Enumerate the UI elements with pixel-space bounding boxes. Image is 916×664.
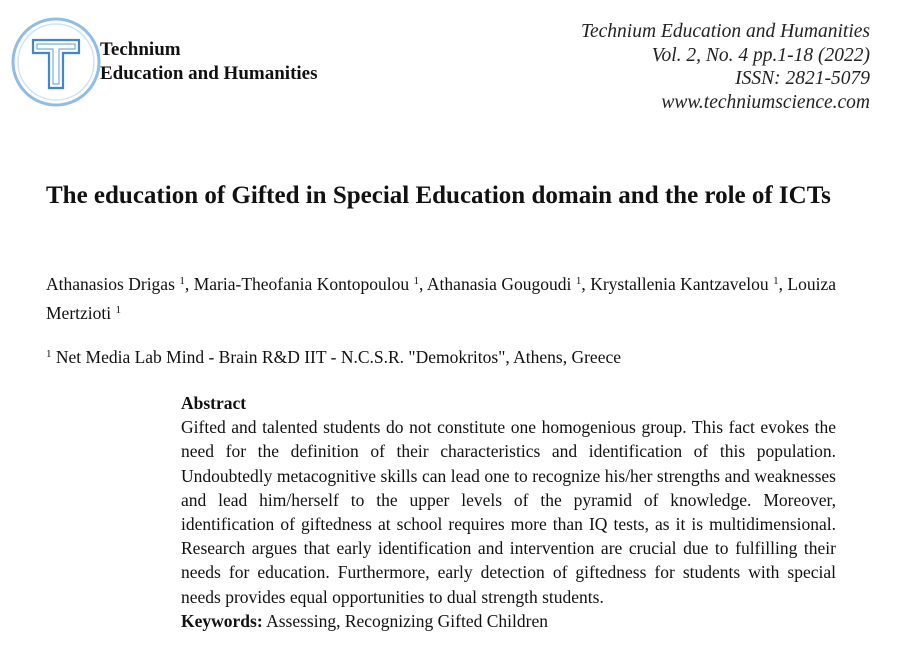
keywords — [181, 609, 836, 633]
author-affiliation-mark: 1 — [179, 275, 185, 287]
keywords-text: Assessing, Recognizing Gifted Children — [266, 610, 548, 631]
author-list: Athanasios Drigas $^1$, Maria-Theofania Kontopoulou $^1$, Athanasia Gougoudi $^1$, Krystallenia Kantzavelou $^1$, Louiza Mertzioti $^1$ — [46, 274, 837, 323]
t-letter-icon — [33, 40, 79, 88]
paper-title: The education of Gifted in Special Education domain and the role of ICTs — [46, 182, 831, 209]
brand-name — [100, 38, 318, 86]
brand-line-2: Education and Humanities — [100, 63, 318, 84]
author: Krystallenia Kantzavelou — [590, 274, 769, 294]
abstract-heading: Abstract — [181, 393, 247, 413]
journal-website[interactable]: www.techniumscience.com — [661, 91, 870, 113]
journal-volume: Vol. 2, No. 4 pp.1-18 (2022) — [651, 44, 870, 66]
brand-line-1: Technium — [100, 39, 181, 60]
journal-name: Technium Education and Humanities — [580, 21, 870, 42]
author-affiliation-mark: 1 — [413, 275, 420, 287]
author: Louiza Mertzioti — [46, 274, 837, 323]
technium-logo — [10, 16, 102, 108]
author-affiliation-mark: 1 — [773, 275, 779, 287]
author: Athanasios Drigas — [46, 274, 175, 294]
affiliation-number: 1 — [46, 348, 52, 360]
abstract-section — [181, 391, 836, 633]
journal-info — [581, 20, 870, 114]
affiliation-text: Net Media Lab Mind - Brain R&D IIT - N.C.S.R. "Demokritos", Athens, Greece — [55, 347, 621, 367]
author-affiliation-mark: 1 — [575, 275, 582, 287]
abstract-body: Gifted and talented students do not constitute one homogenious group. This fact evokes the need for the definition of their characteristics and identification of this population. Undoubtedly metacognitive skills can lead one to recognize his/her strengths and weaknesses and lead him/herself to the upper levels of the pyramid of knowledge. Moreover, identification of giftedness at school requires more than IQ tests, as it is multidimensional. Research argues that early identification and intervention are crucial due to fulfilling their needs for education. Furthermore, early detection of giftedness for students with special needs provides equal opportunities to dual strength students. — [181, 417, 836, 607]
author-affiliation-mark: 1 — [115, 304, 121, 316]
author: Athanasia Gougoudi — [426, 274, 572, 294]
journal-issn: ISSN: 2821-5079 — [735, 68, 870, 89]
keywords-label: Keywords: — [181, 610, 263, 631]
author: Maria-Theofania Kontopoulou — [193, 274, 410, 294]
affiliation — [46, 342, 846, 369]
